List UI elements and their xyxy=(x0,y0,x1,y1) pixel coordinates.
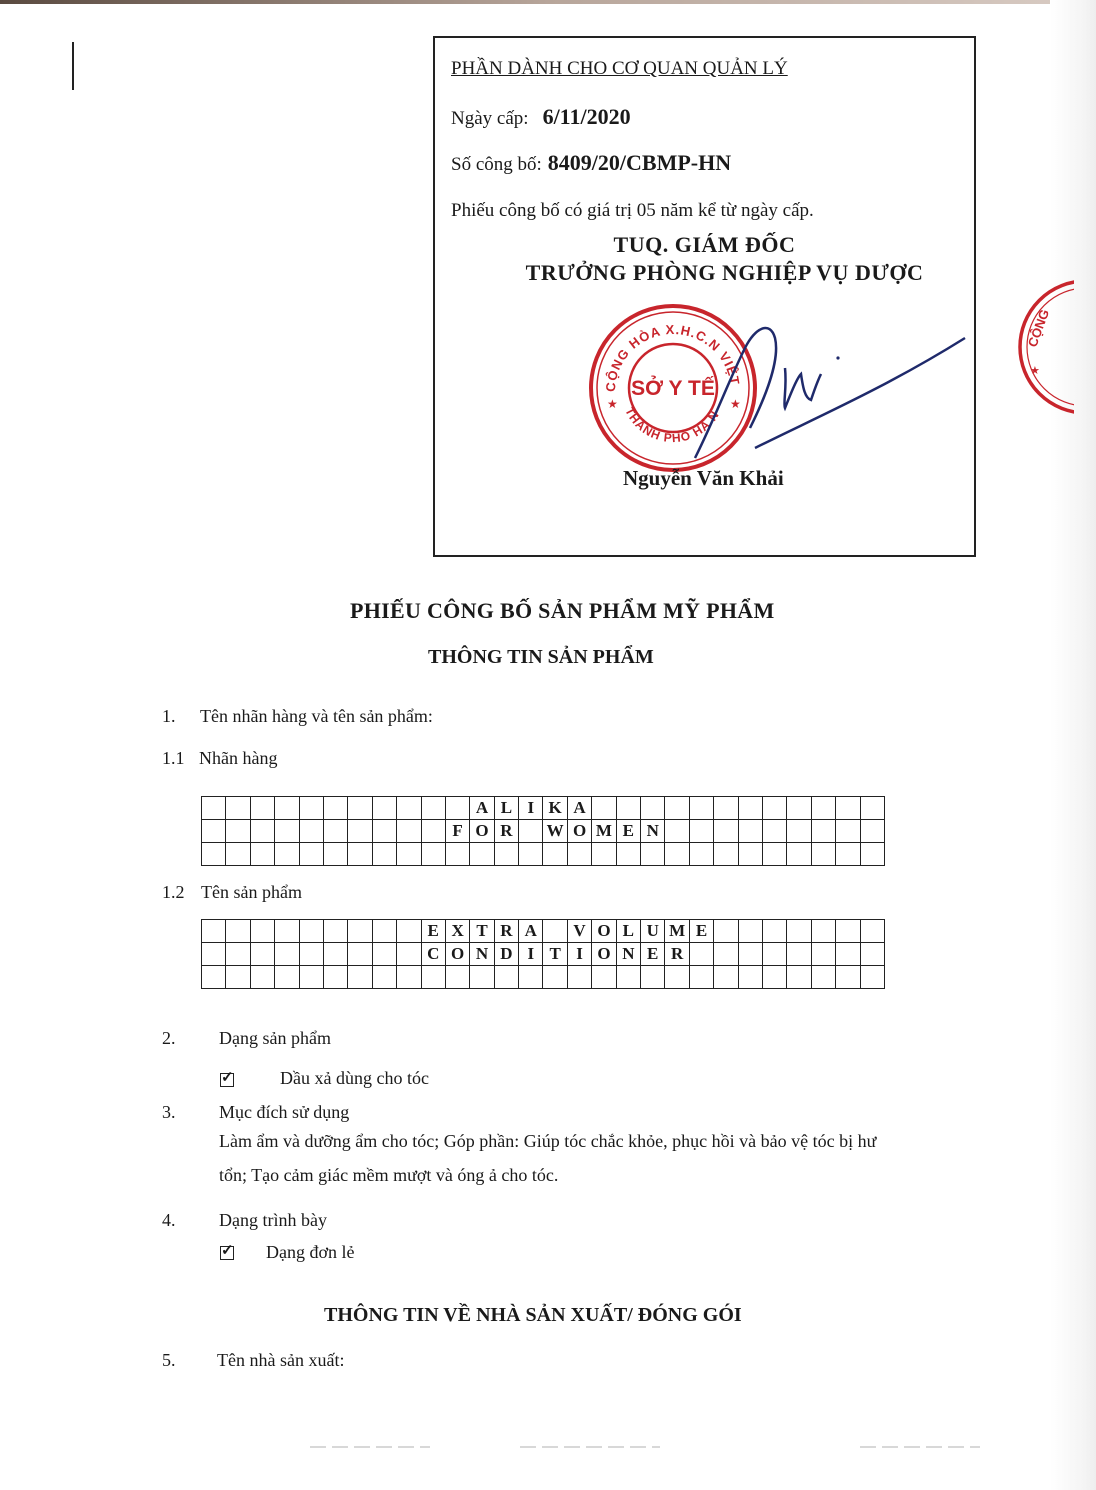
grid-cell xyxy=(226,943,250,966)
grid-cell xyxy=(714,820,738,843)
signer-title-line1: TUQ. GIÁM ĐỐC xyxy=(613,232,796,257)
grid-cell xyxy=(348,797,372,820)
page-top-edge xyxy=(0,0,1096,4)
grid-cell: O xyxy=(592,920,616,943)
grid-cell xyxy=(421,843,445,866)
grid-cell xyxy=(275,797,299,820)
grid-cell xyxy=(811,966,835,989)
grid-cell xyxy=(299,943,323,966)
grid-cell: E xyxy=(641,943,665,966)
grid-cell xyxy=(714,920,738,943)
grid-cell xyxy=(641,966,665,989)
grid-cell xyxy=(445,966,469,989)
item11-label: Nhãn hàng xyxy=(199,748,278,768)
bottom-faded-text xyxy=(860,1446,980,1448)
grid-cell xyxy=(836,920,860,943)
grid-cell xyxy=(836,966,860,989)
grid-cell xyxy=(250,943,274,966)
margin-mark xyxy=(72,42,74,90)
grid-cell xyxy=(787,797,811,820)
grid-cell xyxy=(738,843,762,866)
item2-option: Dầu xả dùng cho tóc xyxy=(280,1068,429,1088)
issue-date-label: Ngày cấp: xyxy=(451,108,529,129)
grid-cell xyxy=(226,966,250,989)
grid-cell xyxy=(714,943,738,966)
brand-name-grid xyxy=(201,796,885,866)
grid-cell xyxy=(811,843,835,866)
grid-cell xyxy=(787,820,811,843)
grid-cell xyxy=(616,797,640,820)
issue-date-row xyxy=(451,104,631,130)
grid-cell xyxy=(421,966,445,989)
section-manufacturer-info: THÔNG TIN VỀ NHÀ SẢN XUẤT/ ĐÓNG GÓI xyxy=(324,1304,742,1326)
item3-label: Mục đích sử dụng xyxy=(219,1102,350,1122)
grid-cell xyxy=(665,820,689,843)
grid-cell: N xyxy=(470,943,494,966)
grid-row xyxy=(202,797,885,820)
item5-number: 5. xyxy=(162,1350,176,1370)
grid-cell xyxy=(665,797,689,820)
grid-cell: T xyxy=(543,943,567,966)
grid-cell xyxy=(348,920,372,943)
grid-cell xyxy=(250,843,274,866)
item4-number: 4. xyxy=(162,1210,176,1230)
grid-cell xyxy=(275,843,299,866)
grid-cell xyxy=(226,843,250,866)
grid-cell xyxy=(250,820,274,843)
grid-cell xyxy=(250,966,274,989)
grid-cell xyxy=(762,843,786,866)
item4-option: Dạng đơn lẻ xyxy=(266,1242,355,1262)
grid-cell xyxy=(470,843,494,866)
seal-star-icon: ★ xyxy=(607,397,618,411)
grid-cell xyxy=(299,966,323,989)
grid-cell xyxy=(250,797,274,820)
item11-number: 1.1 xyxy=(162,748,185,768)
grid-cell xyxy=(519,820,543,843)
grid-cell: M xyxy=(665,920,689,943)
issue-date-value: 6/11/2020 xyxy=(542,104,631,129)
grid-cell xyxy=(592,843,616,866)
grid-cell xyxy=(494,843,518,866)
grid-cell: I xyxy=(519,943,543,966)
grid-cell xyxy=(275,820,299,843)
grid-cell xyxy=(762,797,786,820)
grid-row xyxy=(202,920,885,943)
grid-cell: O xyxy=(567,820,591,843)
grid-cell xyxy=(689,943,713,966)
grid-cell xyxy=(348,966,372,989)
grid-cell xyxy=(860,966,884,989)
seal-star-icon: ★ xyxy=(730,397,741,411)
grid-cell xyxy=(714,797,738,820)
grid-cell xyxy=(372,966,396,989)
grid-cell xyxy=(665,843,689,866)
grid-cell xyxy=(738,943,762,966)
grid-cell xyxy=(714,966,738,989)
grid-cell: R xyxy=(665,943,689,966)
grid-cell xyxy=(397,843,421,866)
grid-cell: D xyxy=(494,943,518,966)
grid-cell xyxy=(811,820,835,843)
grid-cell xyxy=(836,820,860,843)
checkbox-icon: ✓ xyxy=(221,1070,234,1086)
grid-cell xyxy=(811,797,835,820)
seal-outer-text: CỘNG HÒA X.H.C.N VIỆT xyxy=(602,321,743,393)
grid-cell xyxy=(372,920,396,943)
grid-cell xyxy=(567,843,591,866)
grid-cell xyxy=(202,820,226,843)
grid-cell xyxy=(299,843,323,866)
grid-cell xyxy=(860,920,884,943)
grid-cell xyxy=(641,797,665,820)
grid-cell xyxy=(519,966,543,989)
grid-cell xyxy=(397,943,421,966)
seal-center-text: SỞ Y TẾ xyxy=(631,377,715,400)
grid-cell xyxy=(397,797,421,820)
grid-cell xyxy=(762,966,786,989)
grid-cell: N xyxy=(641,820,665,843)
grid-cell xyxy=(616,843,640,866)
page-right-edge xyxy=(1050,0,1096,1490)
grid-cell xyxy=(275,920,299,943)
section-product-info: THÔNG TIN SẢN PHẨM xyxy=(428,646,654,668)
grid-cell xyxy=(592,797,616,820)
grid-cell xyxy=(641,843,665,866)
bottom-faded-text xyxy=(310,1446,430,1448)
grid-cell: R xyxy=(494,820,518,843)
grid-cell xyxy=(445,843,469,866)
grid-cell: A xyxy=(519,920,543,943)
product-name-grid xyxy=(201,919,885,989)
grid-cell: A xyxy=(567,797,591,820)
grid-cell: E xyxy=(689,920,713,943)
grid-cell: X xyxy=(445,920,469,943)
checkbox-icon: ✓ xyxy=(221,1243,234,1259)
grid-cell xyxy=(787,943,811,966)
grid-cell xyxy=(762,820,786,843)
grid-cell xyxy=(202,943,226,966)
grid-row xyxy=(202,843,885,866)
grid-row xyxy=(202,943,885,966)
item12-label: Tên sản phẩm xyxy=(201,882,302,902)
grid-cell xyxy=(348,943,372,966)
grid-cell: M xyxy=(592,820,616,843)
grid-cell xyxy=(762,943,786,966)
grid-cell: C xyxy=(421,943,445,966)
validity-note: Phiếu công bố có giá trị 05 năm kể từ ngày cấp. xyxy=(451,200,814,221)
grid-cell xyxy=(323,920,347,943)
grid-cell xyxy=(202,920,226,943)
grid-cell xyxy=(787,966,811,989)
grid-cell xyxy=(445,797,469,820)
grid-cell xyxy=(323,966,347,989)
document-title: PHIẾU CÔNG BỐ SẢN PHẨM MỸ PHẨM xyxy=(350,598,775,623)
item3-text-line2: tổn; Tạo cảm giác mềm mượt và óng ả cho tóc. xyxy=(219,1165,559,1185)
seal-star-icon: ★ xyxy=(1030,365,1040,377)
grid-cell xyxy=(543,966,567,989)
grid-cell: A xyxy=(470,797,494,820)
grid-cell xyxy=(836,943,860,966)
grid-cell: L xyxy=(616,920,640,943)
grid-cell: I xyxy=(567,943,591,966)
grid-cell xyxy=(543,920,567,943)
item5-label: Tên nhà sản xuất: xyxy=(217,1350,345,1370)
grid-cell xyxy=(323,943,347,966)
grid-cell xyxy=(689,797,713,820)
grid-cell xyxy=(397,820,421,843)
grid-cell xyxy=(323,843,347,866)
signer-title-line2: TRƯỞNG PHÒNG NGHIỆP VỤ DƯỢC xyxy=(525,260,924,285)
grid-cell xyxy=(348,820,372,843)
partial-seal-text: CỘNG xyxy=(1024,307,1053,350)
grid-cell xyxy=(470,966,494,989)
grid-cell xyxy=(860,943,884,966)
grid-cell xyxy=(250,920,274,943)
grid-cell xyxy=(714,843,738,866)
grid-cell: O xyxy=(445,943,469,966)
grid-cell xyxy=(323,797,347,820)
grid-cell xyxy=(738,820,762,843)
grid-cell xyxy=(787,843,811,866)
grid-cell xyxy=(494,966,518,989)
grid-cell: U xyxy=(641,920,665,943)
grid-cell xyxy=(811,920,835,943)
grid-cell xyxy=(397,966,421,989)
grid-cell xyxy=(738,966,762,989)
grid-cell: K xyxy=(543,797,567,820)
partial-seal-right xyxy=(1014,272,1074,422)
item3-text-line1: Làm ẩm và dưỡng ẩm cho tóc; Góp phần: Giúp tóc chắc khỏe, phục hồi và bảo vệ tóc bị hư xyxy=(219,1131,877,1151)
grid-row xyxy=(202,820,885,843)
grid-cell xyxy=(202,966,226,989)
signer-name: Nguyễn Văn Khải xyxy=(623,466,784,490)
grid-cell: L xyxy=(494,797,518,820)
grid-cell xyxy=(616,966,640,989)
item3-number: 3. xyxy=(162,1102,176,1122)
grid-cell xyxy=(299,820,323,843)
bottom-faded-text xyxy=(520,1446,660,1448)
grid-cell: W xyxy=(543,820,567,843)
admin-header: PHẦN DÀNH CHO CƠ QUAN QUẢN LÝ xyxy=(451,58,788,79)
handwritten-signature xyxy=(635,308,975,478)
grid-cell xyxy=(372,797,396,820)
publication-number-value: 8409/20/CBMP-HN xyxy=(547,150,732,175)
grid-cell: O xyxy=(470,820,494,843)
seal-bottom-text: THÀNH PHỐ HÀ N xyxy=(622,405,723,446)
grid-cell xyxy=(738,797,762,820)
grid-cell xyxy=(860,820,884,843)
item1-label: Tên nhãn hàng và tên sản phẩm: xyxy=(200,706,433,726)
item2-label: Dạng sản phẩm xyxy=(219,1028,331,1048)
grid-cell xyxy=(567,966,591,989)
grid-cell xyxy=(592,966,616,989)
grid-cell xyxy=(860,797,884,820)
item4-label: Dạng trình bày xyxy=(219,1210,327,1230)
grid-cell xyxy=(543,843,567,866)
grid-cell xyxy=(738,920,762,943)
grid-cell xyxy=(202,797,226,820)
publication-number-label: Số công bố: xyxy=(451,154,542,175)
grid-cell: E xyxy=(421,920,445,943)
grid-cell: O xyxy=(592,943,616,966)
item12-number: 1.2 xyxy=(162,882,185,902)
grid-cell: F xyxy=(445,820,469,843)
publication-number-row xyxy=(451,150,731,176)
grid-cell xyxy=(762,920,786,943)
grid-cell xyxy=(323,820,347,843)
grid-cell xyxy=(421,797,445,820)
grid-row xyxy=(202,966,885,989)
grid-cell xyxy=(811,943,835,966)
item1-number: 1. xyxy=(162,706,176,726)
grid-cell xyxy=(372,943,396,966)
grid-cell: N xyxy=(616,943,640,966)
grid-cell xyxy=(372,843,396,866)
grid-cell xyxy=(836,797,860,820)
grid-cell xyxy=(397,920,421,943)
grid-cell xyxy=(689,966,713,989)
grid-cell xyxy=(226,797,250,820)
grid-cell xyxy=(689,843,713,866)
grid-cell xyxy=(348,843,372,866)
grid-cell: T xyxy=(470,920,494,943)
grid-cell xyxy=(860,843,884,866)
grid-cell: V xyxy=(567,920,591,943)
item2-number: 2. xyxy=(162,1028,176,1048)
grid-cell xyxy=(836,843,860,866)
grid-cell xyxy=(275,943,299,966)
grid-cell xyxy=(787,920,811,943)
grid-cell xyxy=(226,920,250,943)
grid-cell xyxy=(665,966,689,989)
grid-cell xyxy=(689,820,713,843)
grid-cell xyxy=(275,966,299,989)
grid-cell xyxy=(519,843,543,866)
grid-cell xyxy=(299,797,323,820)
grid-cell xyxy=(372,820,396,843)
grid-cell: I xyxy=(519,797,543,820)
grid-cell xyxy=(421,820,445,843)
grid-cell xyxy=(226,820,250,843)
grid-cell xyxy=(202,843,226,866)
grid-cell xyxy=(299,920,323,943)
grid-cell: R xyxy=(494,920,518,943)
grid-cell: E xyxy=(616,820,640,843)
admin-section-box xyxy=(433,36,976,557)
